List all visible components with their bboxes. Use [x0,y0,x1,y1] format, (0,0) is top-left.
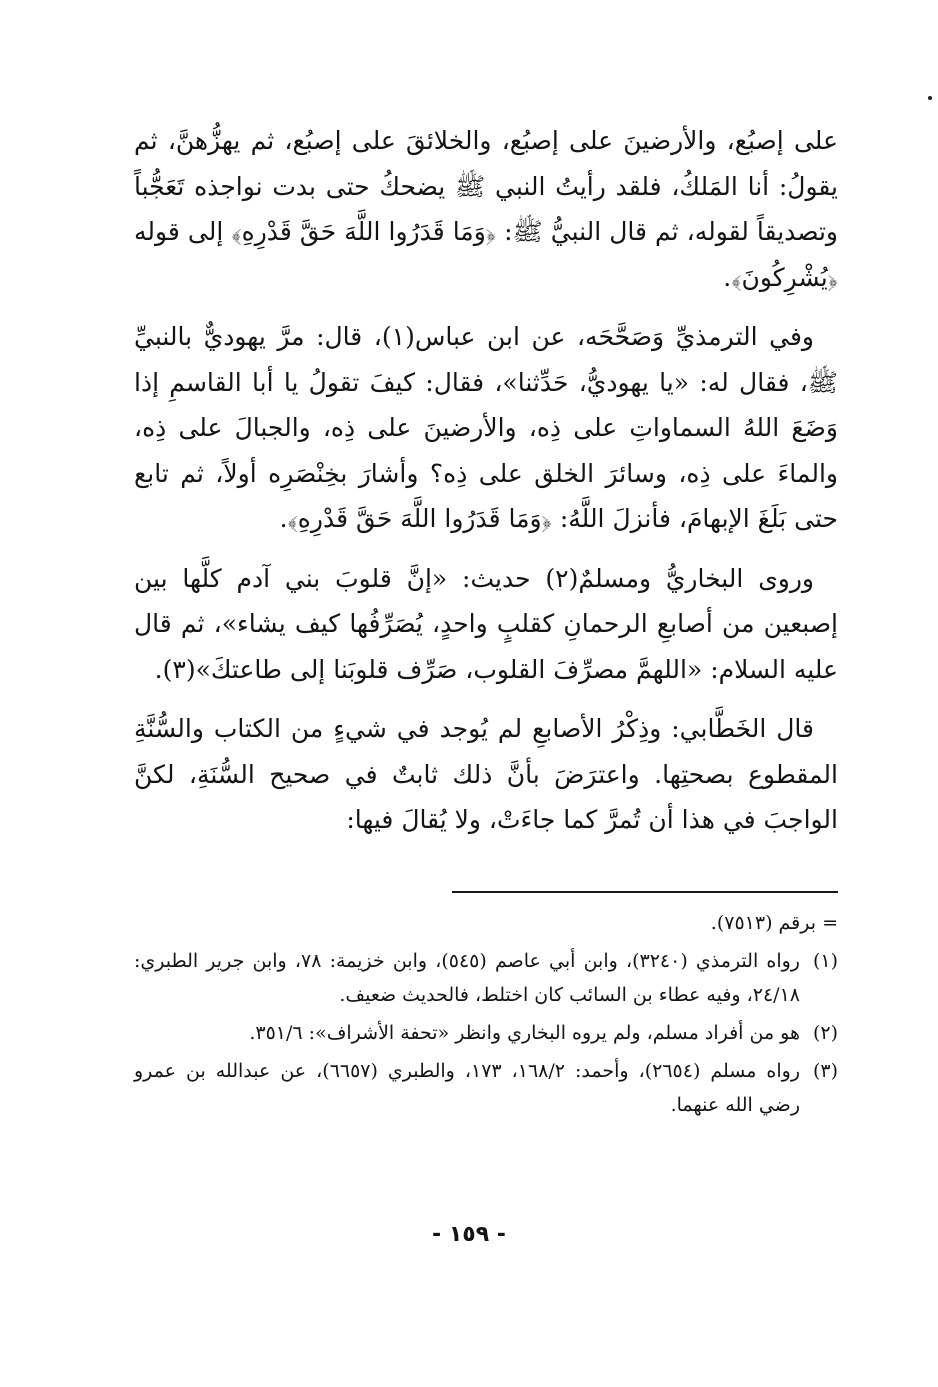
footnote-number: (٢) [812,1022,838,1044]
footnote-3 [134,1054,838,1122]
footnote-text: هو من أفراد مسلم، ولم يروه البخاري وانظر «تحفة الأشراف»: ٣٥١/٦. [249,1022,800,1044]
paragraph-3: وروى البخاريُّ ومسلمٌ(٢) حديث: «إنَّ قلوبَ بني آدم كلَّها بين إصبعين من أصابعِ الرحمانِ كقلبٍ واحدٍ، يُصَرِّفُها كيف يشاء»، ثم قال عليه السلام: «اللهمَّ مصرِّفَ القلوب، صَرِّف قلوبَنا إلى طاعتكَ»(٣). [134,563,838,684]
footnote-number: (١) [812,950,838,972]
footnote-1 [134,944,838,1012]
margin-mark [928,96,932,100]
footnote-text: رواه الترمذي (٣٢٤٠)، وابن أبي عاصم (٥٤٥)، وابن خزيمة: ٧٨، وابن جرير الطبري: ٢٤/١٨، وفيه عطاء بن السائب كان اختلط، فالحديث ضعيف. [134,950,800,1006]
footnote-2 [134,1016,838,1050]
paragraph-4: قال الخَطَّابي: وذِكْرُ الأصابعِ لم يُوجد في شيءٍ من الكتاب والسُّنَّةِ المقطوع بصحتِها. واعترَضَ بأنَّ ذلك ثابتٌ في صحيح السُّنَةِ، لكنَّ الواجبَ في هذا أن تُمرَّ كما جاءَتْ، ولا يُقالَ فيها: [134,714,838,834]
footnote-separator [452,891,838,893]
footnotes [134,906,838,1126]
paragraph-1: على إصبُع، والأرضينَ على إصبُع، والخلائقَ على إصبُع، ثم يهزُّهنَّ، ثم يقولُ: أنا المَلكُ، فلقد رأيتُ النبي ﷺ يضحكُ حتى بدت نواجذه تَعَجُّباً وتصديقاً لقوله، ثم قال النبيُّ ﷺ: ﴿وَمَا قَدَرُوا اللَّهَ حَقَّ قَدْرِهِ﴾ إلى قوله ﴿يُشْرِكُونَ﴾. [134,126,838,292]
main-text [134,118,838,857]
footnote-text: رواه مسلم (٢٦٥٤)، وأحمد: ١٦٨/٢، ١٧٣، والطبري (٦٦٥٧)، عن عبدالله بن عمرو رضي الله عنهما. [134,1060,801,1116]
footnote-number: (٣) [812,1060,838,1082]
footnote-continuation: = برقم (٧٥١٣). [710,912,838,934]
paragraph-2: وفي الترمذيِّ وَصَحَّحَه، عن ابن عباس(١)، قال: مرَّ يهوديٌّ بالنبيِّ ﷺ، فقال له: «يا يهوديُّ، حَدِّثنا»، فقال: كيفَ تقولُ يا أبا القاسمِ إذا وَضَعَ اللهُ السماواتِ على ذِه، والأرضينَ على ذِه، والجبالَ على ذِه، والماءَ على ذِه، وسائرَ الخلق على ذِه؟ وأشارَ بخِنْصَرِه أولاً، ثم تابع حتى بَلَغَ الإبهامَ، فأنزلَ اللَّهُ: ﴿وَمَا قَدَرُوا اللَّهَ حَقَّ قَدْرِهِ﴾. [134,322,838,533]
page-number: - ١٥٩ - [432,1222,506,1247]
